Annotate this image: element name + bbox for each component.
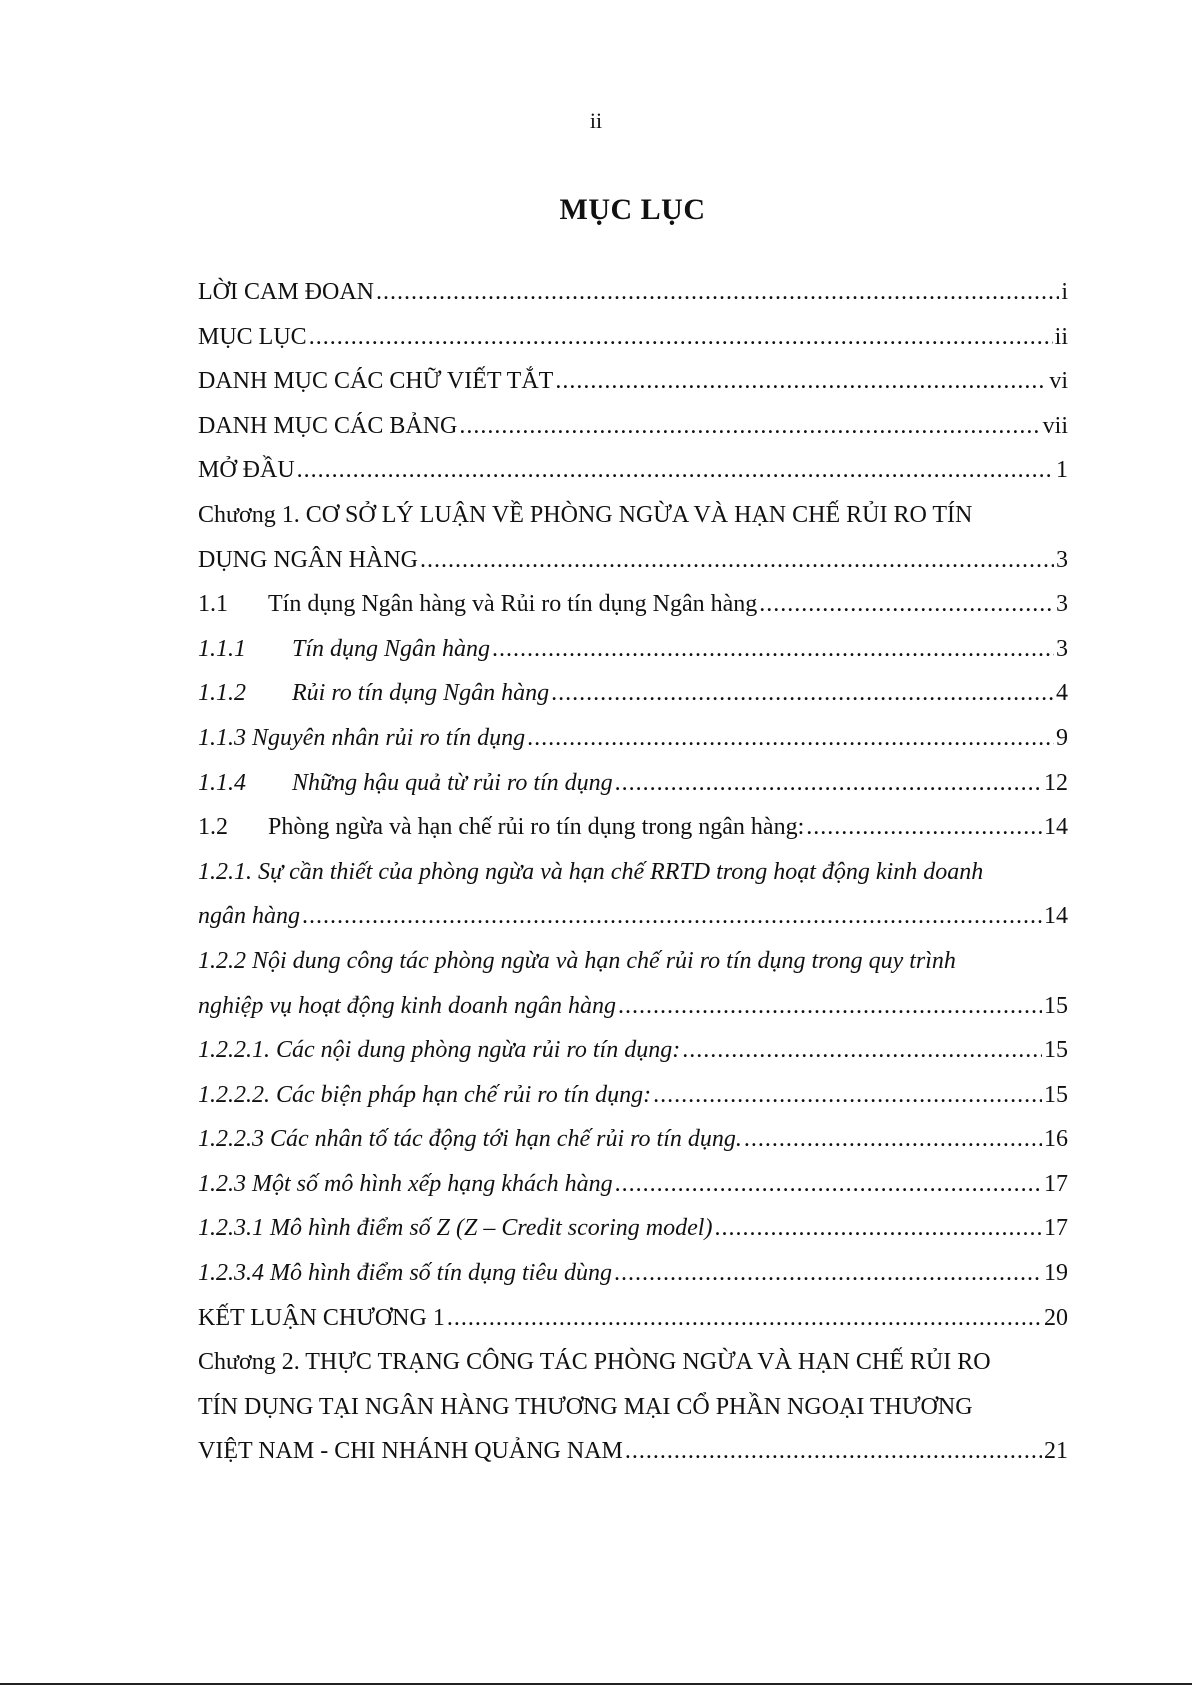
dot-leader: [527, 716, 1054, 761]
toc-entry-label: 1.1.3 Nguyên nhân rủi ro tín dụng: [198, 724, 526, 751]
dot-leader: [615, 1162, 1042, 1207]
toc-entry[interactable]: [198, 315, 1068, 360]
toc-entry-label: ngân hàng: [198, 903, 300, 930]
toc-entry-page: 4: [1056, 680, 1068, 707]
dot-leader: [376, 270, 1059, 315]
toc-entry-page: 19: [1044, 1260, 1068, 1287]
toc-entry-page: 15: [1044, 1081, 1068, 1108]
toc-entry-label: LỜI CAM ĐOAN: [198, 279, 374, 305]
toc-entry-chapter-2-line-3[interactable]: [198, 1429, 1068, 1474]
toc-entry-label: nghiệp vụ hoạt động kinh doanh ngân hàng: [198, 992, 616, 1019]
toc-entry-label: Chương 1. CƠ SỞ LÝ LUẬN VỀ PHÒNG NGỪA VÀ HẠN CHẾ RỦI RO TÍN: [198, 501, 973, 528]
toc-entry-label: 1.2.2.1. Các nội dung phòng ngừa rủi ro tín dụng:: [198, 1037, 681, 1064]
toc-entry[interactable]: [198, 1162, 1068, 1207]
toc-entry-page: 17: [1044, 1170, 1068, 1197]
toc-entry-page: 16: [1044, 1126, 1068, 1153]
toc-entry-page: 20: [1044, 1304, 1068, 1331]
toc-entry-label: 1.2.1. Sự cần thiết của phòng ngừa và hạn chế RRTD trong hoạt động kinh doanh: [198, 858, 984, 885]
toc-entry-label: 1.2.2.3 Các nhân tố tác động tới hạn chế rủi ro tín dụng.: [198, 1126, 742, 1153]
toc-entry-1-2-2-line-1[interactable]: [198, 939, 1068, 984]
dot-leader: [297, 448, 1054, 493]
toc-entry[interactable]: [198, 448, 1068, 493]
toc-entry[interactable]: [198, 805, 1068, 850]
toc-entry-label: 1.2.2 Nội dung công tác phòng ngừa và hạn chế rủi ro tín dụng trong quy trình: [198, 947, 956, 974]
table-of-contents: [198, 270, 1068, 1474]
dot-leader: [806, 805, 1042, 850]
toc-entry-label: DANH MỤC CÁC CHỮ VIẾT TẮT: [198, 368, 554, 395]
toc-entry-label: Những hậu quả từ rủi ro tín dụng: [292, 769, 613, 796]
toc-entry-label: DỤNG NGÂN HÀNG: [198, 546, 418, 573]
dot-leader: [625, 1429, 1042, 1474]
toc-entry-number: 1.1.4: [198, 769, 246, 796]
toc-entry-label: 1.2.3.4 Mô hình điểm số tín dụng tiêu dùng: [198, 1260, 612, 1287]
toc-entry-number: 1.1.1: [198, 635, 246, 662]
toc-entry[interactable]: [198, 582, 1068, 627]
toc-entry-page: vi: [1049, 368, 1068, 395]
toc-entry-page: 14: [1044, 814, 1068, 841]
dot-leader: [759, 582, 1054, 627]
toc-entry-label: VIỆT NAM - CHI NHÁNH QUẢNG NAM: [198, 1438, 623, 1465]
dot-leader: [744, 1117, 1042, 1162]
dot-leader: [653, 1073, 1042, 1118]
toc-entry[interactable]: [198, 1117, 1068, 1162]
toc-entry[interactable]: [198, 1251, 1068, 1296]
toc-entry-label: Tín dụng Ngân hàng: [292, 635, 491, 662]
toc-entry-1-2-2-line-2[interactable]: [198, 984, 1068, 1029]
toc-entry[interactable]: [198, 627, 1068, 672]
toc-entry-page: 9: [1056, 724, 1068, 751]
toc-entry[interactable]: [198, 761, 1068, 806]
toc-entry-label: MỞ ĐẦU: [198, 457, 295, 484]
dot-leader: [714, 1206, 1042, 1251]
toc-entry[interactable]: [198, 716, 1068, 761]
toc-entry-page: 14: [1044, 903, 1068, 930]
toc-entry-label: Tín dụng Ngân hàng và Rủi ro tín dụng Ngân hàng: [268, 591, 758, 618]
dot-leader: [614, 1251, 1042, 1296]
toc-entry-number: 1.1.2: [198, 680, 246, 707]
toc-entry-chapter-2-line-1[interactable]: [198, 1340, 1068, 1385]
toc-entry[interactable]: [198, 404, 1068, 449]
dot-leader: [618, 984, 1042, 1029]
toc-entry-label: MỤC LỤC: [198, 323, 307, 350]
page-title: MỤC LỤC: [559, 193, 706, 226]
dot-leader: [309, 315, 1053, 360]
toc-entry-page: 3: [1056, 635, 1068, 662]
dot-leader: [420, 538, 1054, 583]
toc-entry-page: 3: [1056, 546, 1068, 573]
toc-entry-label: 1.2.2.2. Các biện pháp hạn chế rủi ro tín dụng:: [198, 1081, 652, 1108]
toc-entry-page: 12: [1044, 769, 1068, 796]
toc-entry-label: 1.2.3 Một số mô hình xếp hạng khách hàng: [198, 1170, 613, 1197]
toc-entry-chapter-2-line-2[interactable]: [198, 1385, 1068, 1430]
toc-entry-page: 21: [1044, 1438, 1068, 1465]
toc-entry-1-2-1-line-2[interactable]: [198, 894, 1068, 939]
toc-entry[interactable]: [198, 1028, 1068, 1073]
toc-entry[interactable]: [198, 270, 1068, 315]
toc-entry-page: 3: [1056, 591, 1068, 618]
toc-entry-label: TÍN DỤNG TẠI NGÂN HÀNG THƯƠNG MẠI CỔ PHẦN NGOẠI THƯƠNG: [198, 1393, 973, 1420]
toc-entry-chapter-1-line-1[interactable]: [198, 493, 1068, 538]
toc-entry-page: 1: [1056, 457, 1068, 484]
dot-leader: [555, 359, 1047, 404]
page-number: ii: [589, 108, 603, 133]
toc-entry[interactable]: [198, 671, 1068, 716]
dot-leader: [302, 894, 1042, 939]
toc-entry[interactable]: [198, 1206, 1068, 1251]
toc-entry[interactable]: [198, 1073, 1068, 1118]
toc-entry-label: 1.2.3.1 Mô hình điểm số Z (Z – Credit scoring model): [198, 1215, 713, 1242]
toc-entry-page: vii: [1042, 412, 1068, 439]
toc-entry-page: ii: [1054, 323, 1068, 350]
toc-entry-1-2-1-line-1[interactable]: [198, 850, 1068, 895]
dot-leader: [447, 1296, 1042, 1341]
toc-entry-label: Rủi ro tín dụng Ngân hàng: [292, 680, 550, 707]
toc-entry-chapter-1-line-2[interactable]: [198, 538, 1068, 583]
toc-entry-page: 15: [1044, 1037, 1068, 1064]
toc-entry-number: 1.2: [198, 814, 228, 841]
toc-entry-page: 17: [1044, 1215, 1068, 1242]
dot-leader: [682, 1028, 1042, 1073]
dot-leader: [459, 404, 1040, 449]
dot-leader: [551, 671, 1054, 716]
toc-entry-label: Phòng ngừa và hạn chế rủi ro tín dụng trong ngân hàng:: [268, 814, 805, 841]
dot-leader: [615, 761, 1042, 806]
toc-entry-page: 15: [1044, 992, 1068, 1019]
toc-entry-page: i: [1061, 279, 1068, 305]
toc-entry-label: Chương 2. THỰC TRẠNG CÔNG TÁC PHÒNG NGỪA VÀ HẠN CHẾ RỦI RO: [198, 1349, 991, 1376]
toc-entry[interactable]: [198, 359, 1068, 404]
toc-entry-number: 1.1: [198, 591, 228, 618]
toc-entry-label: DANH MỤC CÁC BẢNG: [198, 412, 458, 439]
toc-entry-label: KẾT LUẬN CHƯƠNG 1: [198, 1304, 445, 1331]
toc-entry[interactable]: [198, 1296, 1068, 1341]
dot-leader: [492, 627, 1054, 672]
